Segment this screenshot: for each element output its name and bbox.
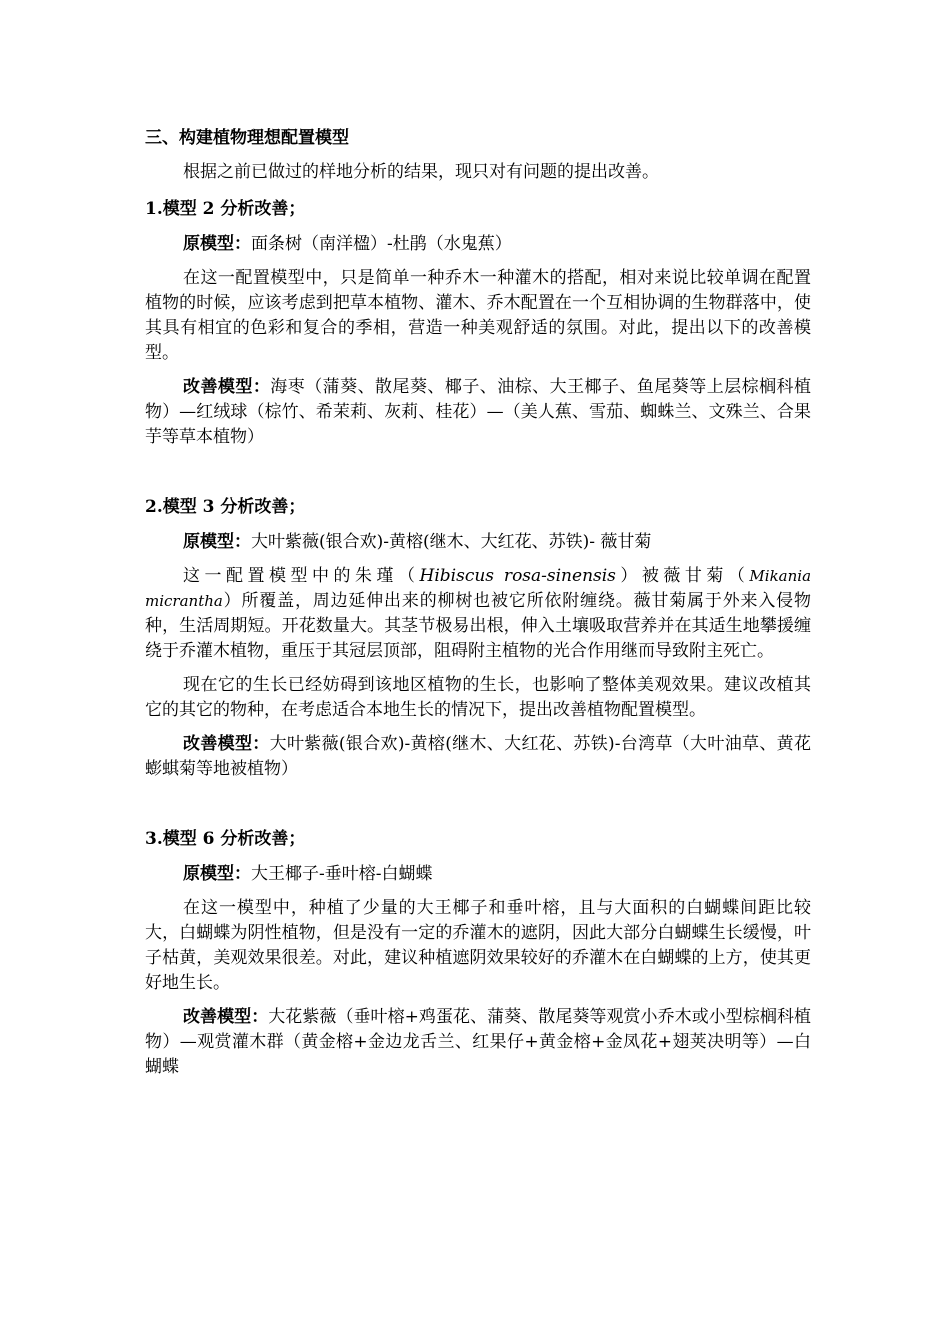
improved-label: 改善模型： [183, 734, 270, 754]
original-text: 大叶紫薇(银合欢)-黄榕(继木、大红花、苏铁)- 薇甘菊 [251, 532, 652, 552]
model-3-heading: 2.模型 3 分析改善； [145, 497, 306, 517]
model-6-improved [145, 1005, 811, 1080]
improved-label: 改善模型： [183, 1007, 269, 1027]
document-body [145, 124, 811, 1080]
improved-text: 大叶紫薇(银合欢)-黄榕(继木、大红花、苏铁)-台湾草（大叶油草、黄花蟛蜞菊等地被植物） [145, 734, 811, 779]
analysis-text-a: 这一配置模型中的朱瑾（ [183, 566, 420, 586]
analysis-text-b: ）被薇甘菊（ [615, 566, 750, 586]
model-2-original [145, 232, 811, 257]
original-text: 大王椰子-垂叶榕-白蝴蝶 [251, 864, 433, 884]
intro-paragraph: 根据之前已做过的样地分析的结果，现只对有问题的提出改善。 [183, 162, 659, 182]
improved-label: 改善模型： [183, 377, 271, 397]
model-6-original [145, 862, 811, 887]
original-label: 原模型： [183, 234, 251, 254]
analysis-text-c: ）所覆盖，周边延伸出来的柳树也被它所依附缠绕。薇甘菊属于外来入侵物种，生活周期短。开花数量大。其茎节极易出根，伸入土壤吸取营养并在其适生地攀援缠绕于乔灌木植物，重压于其冠层顶部，阻碍附主植物的光合作用继而导致附主死亡。 [145, 591, 811, 661]
model-6-analysis: 在这一模型中，种植了少量的大王椰子和垂叶榕，且与大面积的白蝴蝶间距比较大，白蝴蝶为阴性植物，但是没有一定的乔灌木的遮阴，因此大部分白蝴蝶生长缓慢，叶子枯黄，美观效果很差。对此，建议种植遮阴效果较好的乔灌木在白蝴蝶的上方，使其更好地生长。 [145, 898, 811, 993]
model-3-improved [145, 732, 811, 782]
section-title: 三、构建植物理想配置模型 [145, 128, 349, 148]
model-2-improved [145, 375, 811, 450]
model-2-analysis: 在这一配置模型中，只是简单一种乔木一种灌木的搭配，相对来说比较单调在配置植物的时候，应该考虑到把草本植物、灌木、乔木配置在一个互相协调的生物群落中，使其具有相宜的色彩和复合的季相，营造一种美观舒适的氛围。对此，提出以下的改善模型。 [145, 268, 811, 363]
model-3-analysis [145, 564, 811, 664]
model-3-recommendation: 现在它的生长已经妨碍到该地区植物的生长，也影响了整体美观效果。建议改植其它的其它的物种，在考虑适合本地生长的情况下，提出改善植物配置模型。 [145, 675, 811, 720]
original-label: 原模型： [183, 864, 251, 884]
improved-text: 大花紫薇（垂叶榕+鸡蛋花、蒲葵、散尾葵等观赏小乔木或小型棕榈科植物）—观赏灌木群（黄金榕+金边龙舌兰、红果仔+黄金榕+金凤花+翅荚决明等）—白蝴蝶 [145, 1007, 811, 1077]
model-2-heading: 1.模型 2 分析改善； [145, 199, 306, 219]
model-3-original [145, 530, 811, 555]
original-label: 原模型： [183, 532, 251, 552]
model-6-heading: 3.模型 6 分析改善； [145, 829, 306, 849]
scientific-name-hibiscus: Hibiscus rosa-sinensis [419, 566, 616, 586]
original-text: 面条树（南洋楹）-杜鹃（水鬼蕉） [251, 234, 512, 254]
improved-text: 海枣（蒲葵、散尾葵、椰子、油棕、大王椰子、鱼尾葵等上层棕榈科植物）—红绒球（棕竹、希茉莉、灰莉、桂花）—（美人蕉、雪茄、蜘蛛兰、文殊兰、合果芋等草本植物） [145, 377, 812, 447]
scientific-name-mikania: Mikania micrantha [145, 567, 812, 610]
